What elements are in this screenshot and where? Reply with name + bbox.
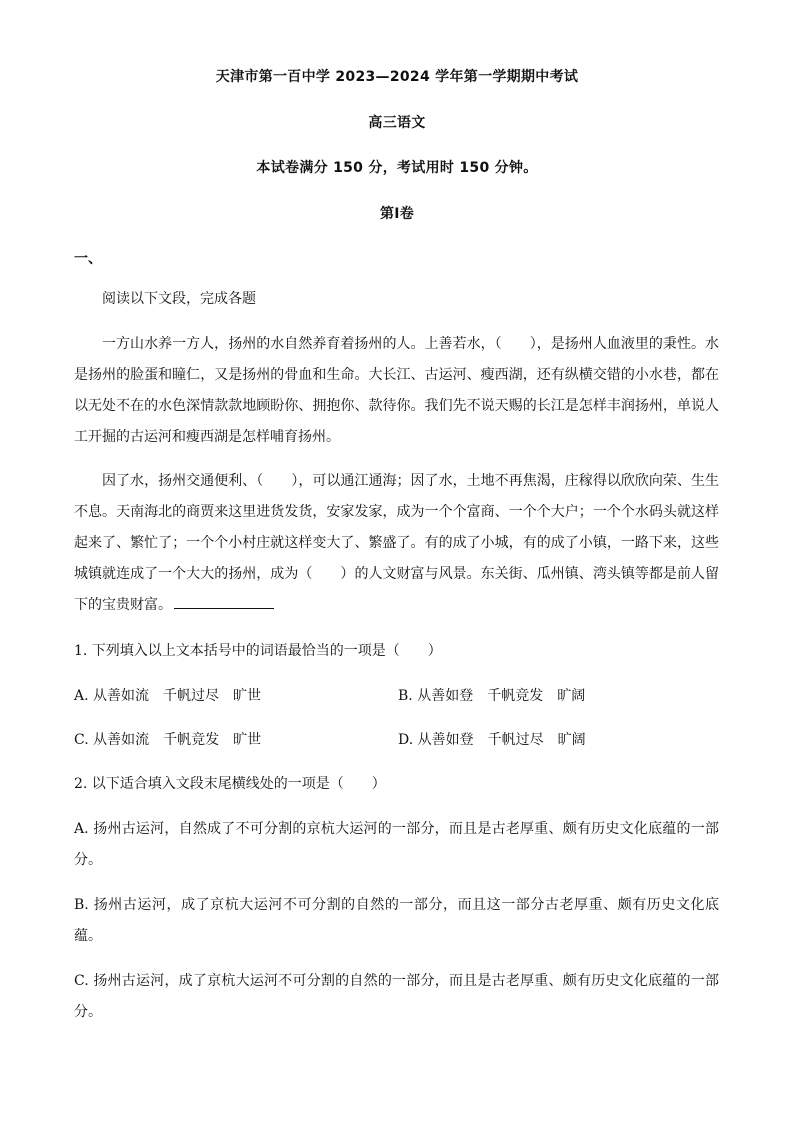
passage-paragraph-2 [74,466,719,621]
exam-title: 天津市第一百中学 2023—2024 学年第一学期期中考试 [215,69,579,85]
question-2-option-c: C. 扬州古运河，成了京杭大运河不可分割的自然的一部分，而且是古老厚重、颇有历史文化底蕴的一部分。 [74,973,719,1020]
section-instruction: 阅读以下文段，完成各题 [102,291,256,307]
question-2-stem: 2. 以下适合填入文段末尾横线处的一项是（ ） [74,776,386,792]
question-1-option-c: C. 从善如流 千帆竞发 旷世 [74,732,262,748]
passage-paragraph-1: 一方山水养一方人，扬州的水自然养育着扬州的人。上善若水，（ ），是扬州人血液里的秉性。水是扬州的脸蛋和瞳仁，又是扬州的骨血和生命。大长江、古运河、瘦西湖，还有纵横交错的小水巷，都在以无处不在的水色深情款款地顾盼你、拥抱你、款待你。我们先不说天赐的长江是怎样丰润扬州，单说人工开掘的古运河和瘦西湖是怎样哺育扬州。 [74,336,719,445]
question-1-option-d: D. 从善如登 千帆过尽 旷阔 [398,732,586,748]
answer-blank-line [174,594,274,609]
section-number: 一、 [74,251,102,267]
question-1-stem: 1. 下列填入以上文本括号中的词语最恰当的一项是（ ） [74,643,442,659]
volume-title: 第Ⅰ卷 [379,206,415,222]
question-1-option-a: A. 从善如流 千帆过尽 旷世 [74,688,262,704]
question-2-option-b: B. 扬州古运河，成了京杭大运河不可分割的自然的一部分，而且这一部分古老厚重、颇有历史文化底蕴。 [74,897,719,944]
question-2-option-a: A. 扬州古运河，自然成了不可分割的京杭大运河的一部分，而且是古老厚重、颇有历史文化底蕴的一部分。 [74,821,719,868]
passage-paragraph-2-text: 因了水，扬州交通便利、（ ），可以通江通海；因了水，土地不再焦渴，庄稼得以欣欣向荣、生生不息。天南海北的商贾来这里进货发货，安家发家，成为一个个富商、一个个大户；一个个水码头就这样起来了、繁忙了；一个个小村庄就这样变大了、繁盛了。有的成了小城，有的成了小镇，一路下来，这些城镇就连成了一个大大的扬州，成为（ ）的人文财富与风景。东关街、瓜州镇、湾头镇等都是前人留下的宝贵财富。 [74,473,719,613]
question-1-option-b: B. 从善如登 千帆竞发 旷阔 [398,688,586,704]
exam-note: 本试卷满分 150 分，考试用时 150 分钟。 [256,160,538,176]
subject-title: 高三语文 [368,115,426,131]
